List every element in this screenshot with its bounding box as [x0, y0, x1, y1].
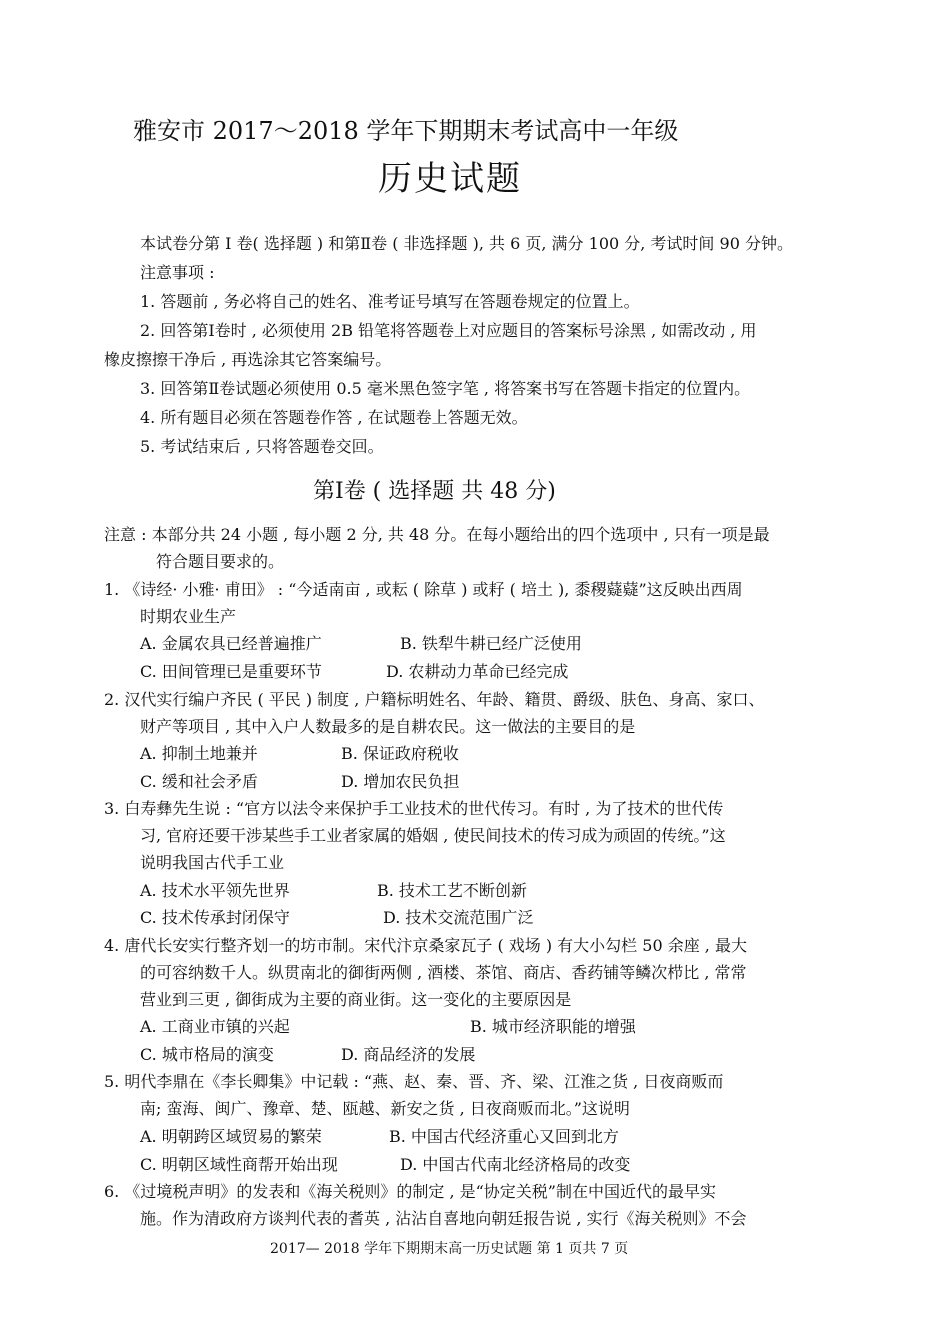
question-5-option-d: D. 中国古代南北经济格局的改变	[400, 1155, 631, 1174]
notice-label: 注意事项 :	[140, 263, 215, 282]
question-5-line-2: 南; 蛮海、闽广、豫章、楚、瓯越、新安之货 , 日夜商贩而北。”这说明	[140, 1099, 630, 1118]
question-6-line-1: 6. 《过境税声明》的发表和《海关税则》的制定 , 是“协定关税”制在中国近代的最早实	[104, 1182, 716, 1201]
question-4-option-b: B. 城市经济职能的增强	[470, 1017, 636, 1036]
section-note-cont: 符合题目要求的。	[156, 552, 285, 571]
instruction-item-1: 1. 答题前 , 务必将自己的姓名、准考证号填写在答题卷规定的位置上。	[140, 292, 640, 311]
question-2-option-d: D. 增加农民负担	[341, 772, 460, 791]
question-2-option-c: C. 缓和社会矛盾	[140, 772, 258, 791]
instruction-item-3: 3. 回答第Ⅱ卷试题必须使用 0.5 毫米黑色签字笔 , 将答案书写在答题卡指定的位置内。	[140, 379, 751, 398]
instructions-intro: 本试卷分第 Ⅰ 卷( 选择题 ) 和第Ⅱ卷 ( 非选择题 ), 共 6 页, 满分 100 分, 考试时间 90 分钟。	[140, 234, 793, 253]
question-1-option-c: C. 田间管理已是重要环节	[140, 662, 322, 681]
question-3-option-a: A. 技术水平领先世界	[140, 881, 290, 900]
question-2-option-b: B. 保证政府税收	[341, 744, 459, 763]
question-6-line-2: 施。作为清政府方谈判代表的耆英 , 沾沾自喜地向朝廷报告说 , 实行《海关税则》不会	[140, 1209, 747, 1228]
question-3-option-c: C. 技术传承封闭保守	[140, 908, 290, 927]
section-title: 第Ⅰ卷 ( 选择题 共 48 分)	[313, 479, 556, 504]
question-2-option-a: A. 抑制土地兼并	[140, 744, 258, 763]
instruction-item-2-cont: 橡皮擦擦干净后 , 再选涂其它答案编号。	[104, 350, 392, 369]
question-4-line-2: 的可容纳数千人。纵贯南北的御街两侧 , 酒楼、茶馆、商店、香药铺等鳞次栉比 , 常常	[140, 963, 747, 982]
question-5-line-1: 5. 明代李鼎在《李长卿集》中记载 : “燕、赵、秦、晋、齐、梁、江淮之货 , 日夜商贩而	[104, 1072, 724, 1091]
question-5-option-b: B. 中国古代经济重心又回到北方	[389, 1127, 619, 1146]
page-footer: 2017— 2018 学年下期期末高一历史试题 第 1 页共 7 页	[270, 1241, 629, 1257]
question-3-line-2: 习, 官府还要干涉某些手工业者家属的婚姻 , 使民间技术的传习成为顽固的传统。”这	[140, 826, 726, 845]
question-2-line-2: 财产等项目 , 其中入户人数最多的是自耕农民。这一做法的主要目的是	[140, 717, 636, 736]
subject-title: 历史试题	[378, 159, 522, 199]
question-4-option-c: C. 城市格局的演变	[140, 1045, 274, 1064]
question-3-line-3: 说明我国古代手工业	[140, 853, 285, 872]
question-2-line-1: 2. 汉代实行编户齐民 ( 平民 ) 制度 , 户籍标明姓名、年龄、籍贯、爵级、肤色、身高、家口、	[104, 690, 765, 709]
question-3-line-1: 3. 白寿彝先生说 : “官方以法令来保护手工业技术的世代传习。有时 , 为了技术的世代传	[104, 799, 724, 818]
question-5-option-a: A. 明朝跨区域贸易的繁荣	[140, 1127, 322, 1146]
question-1-option-d: D. 农耕动力革命已经完成	[386, 662, 569, 681]
question-5-option-c: C. 明朝区域性商帮开始出现	[140, 1155, 338, 1174]
question-4-option-d: D. 商品经济的发展	[341, 1045, 476, 1064]
question-1-option-b: B. 铁犁牛耕已经广泛使用	[400, 634, 582, 653]
exam-title: 雅安市 2017～2018 学年下期期末考试高中一年级	[133, 117, 679, 145]
question-1-line-1: 1. 《诗经· 小雅· 甫田》 : “今适南亩 , 或耘 ( 除草 ) 或耔 ( 培土 ), 黍稷薿薿”这反映出西周	[104, 580, 743, 599]
question-4-line-1: 4. 唐代长安实行整齐划一的坊市制。宋代汴京桑家瓦子 ( 戏场 ) 有大小勾栏 50 余座 , 最大	[104, 936, 747, 955]
instruction-item-5: 5. 考试结束后 , 只将答题卷交回。	[140, 437, 384, 456]
question-4-line-3: 营业到三更 , 御街成为主要的商业街。这一变化的主要原因是	[140, 990, 572, 1009]
instruction-item-2: 2. 回答第Ⅰ卷时 , 必须使用 2B 铅笔将答题卷上对应题目的答案标号涂黑 , 如需改动 , 用	[140, 321, 757, 340]
section-note: 注意 : 本部分共 24 小题 , 每小题 2 分, 共 48 分。在每小题给出的四个选项中 , 只有一项是最	[104, 525, 770, 544]
question-1-line-2: 时期农业生产	[140, 607, 237, 626]
instruction-item-4: 4. 所有题目必须在答题卷作答 , 在试题卷上答题无效。	[140, 408, 528, 427]
question-3-option-d: D. 技术交流范围广泛	[383, 908, 534, 927]
question-4-option-a: A. 工商业市镇的兴起	[140, 1017, 290, 1036]
question-3-option-b: B. 技术工艺不断创新	[377, 881, 527, 900]
question-1-option-a: A. 金属农具已经普遍推广	[140, 634, 322, 653]
